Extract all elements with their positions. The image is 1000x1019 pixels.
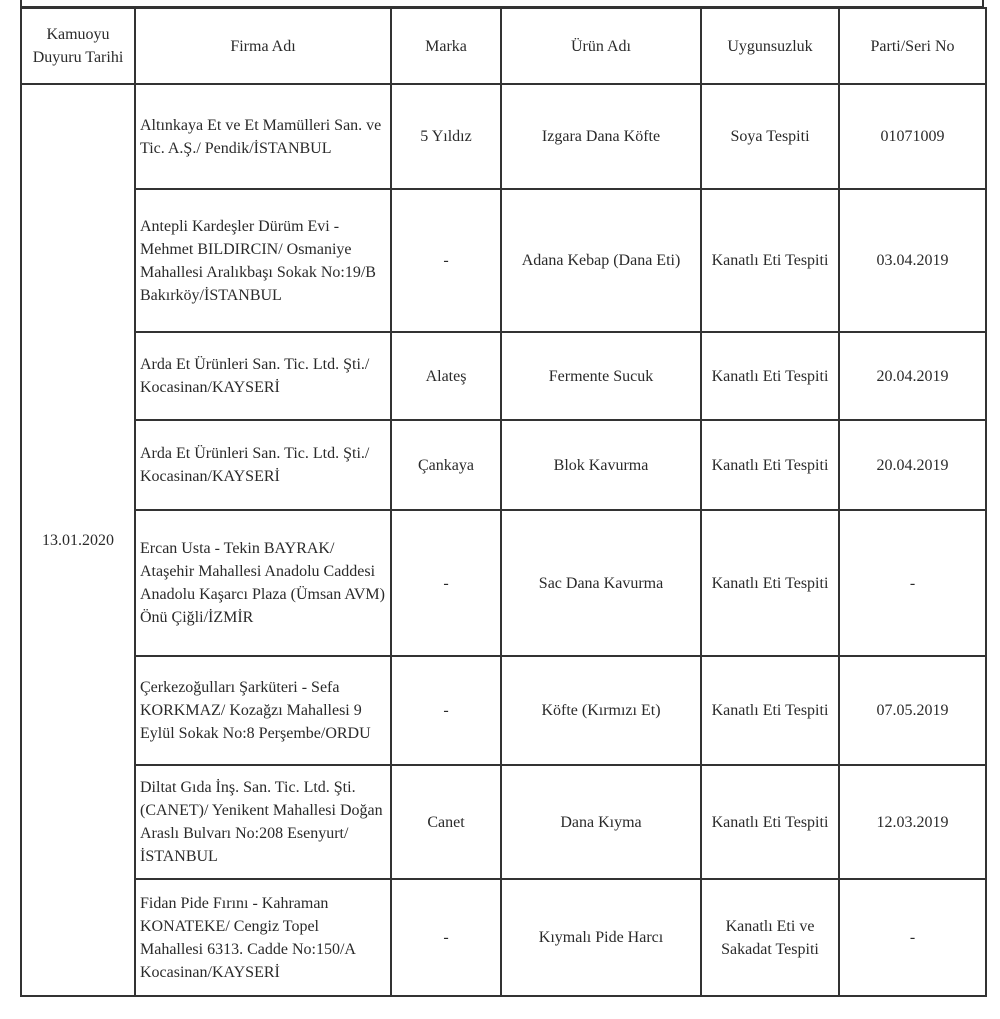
product-name: Adana Kebap (Dana Eti) xyxy=(501,189,701,332)
batch-number: 12.03.2019 xyxy=(839,765,986,879)
batch-number: 20.04.2019 xyxy=(839,420,986,510)
firm-name: Çerkezoğulları Şarküteri - Sefa KORKMAZ/ Kozağzı Mahallesi 9 Eylül Sokak No:8 Perşembe/ORDU xyxy=(135,656,391,765)
table-row xyxy=(21,420,986,510)
nonconformity: Kanatlı Eti ve Sakadat Tespiti xyxy=(701,879,839,996)
header-nonconformity: Uygunsuzluk xyxy=(701,8,839,84)
batch-number: 01071009 xyxy=(839,84,986,189)
table-row xyxy=(21,510,986,656)
brand: 5 Yıldız xyxy=(391,84,501,189)
brand: - xyxy=(391,879,501,996)
brand: Canet xyxy=(391,765,501,879)
product-name: Izgara Dana Köfte xyxy=(501,84,701,189)
table-row xyxy=(21,84,986,189)
brand: - xyxy=(391,656,501,765)
product-name: Fermente Sucuk xyxy=(501,332,701,420)
nonconformity: Kanatlı Eti Tespiti xyxy=(701,656,839,765)
firm-name: Altınkaya Et ve Et Mamülleri San. ve Tic. A.Ş./ Pendik/İSTANBUL xyxy=(135,84,391,189)
product-name: Blok Kavurma xyxy=(501,420,701,510)
batch-number: - xyxy=(839,879,986,996)
nonconformity: Kanatlı Eti Tespiti xyxy=(701,765,839,879)
nonconformity: Kanatlı Eti Tespiti xyxy=(701,189,839,332)
batch-number: 20.04.2019 xyxy=(839,332,986,420)
nonconformity: Kanatlı Eti Tespiti xyxy=(701,420,839,510)
brand: Çankaya xyxy=(391,420,501,510)
firm-name: Arda Et Ürünleri San. Tic. Ltd. Şti./ Kocasinan/KAYSERİ xyxy=(135,420,391,510)
product-name: Sac Dana Kavurma xyxy=(501,510,701,656)
header-row xyxy=(21,8,986,84)
header-date: Kamuoyu Duyuru Tarihi xyxy=(21,8,135,84)
product-name: Köfte (Kırmızı Et) xyxy=(501,656,701,765)
table-row xyxy=(21,879,986,996)
table-row xyxy=(21,656,986,765)
recall-table xyxy=(20,7,987,997)
batch-number: 07.05.2019 xyxy=(839,656,986,765)
nonconformity: Soya Tespiti xyxy=(701,84,839,189)
brand: - xyxy=(391,189,501,332)
header-firm: Firma Adı xyxy=(135,8,391,84)
firm-name: Fidan Pide Fırını - Kahraman KONATEKE/ Cengiz Topel Mahallesi 6313. Cadde No:150/A Kocasinan/KAYSERİ xyxy=(135,879,391,996)
product-name: Kıymalı Pide Harcı xyxy=(501,879,701,996)
announcement-date: 13.01.2020 xyxy=(21,84,135,996)
firm-name: Antepli Kardeşler Dürüm Evi - Mehmet BILDIRCIN/ Osmaniye Mahallesi Aralıkbaşı Sokak No:19/B Bakırköy/İSTANBUL xyxy=(135,189,391,332)
batch-number: 03.04.2019 xyxy=(839,189,986,332)
header-batch: Parti/Seri No xyxy=(839,8,986,84)
header-product: Ürün Adı xyxy=(501,8,701,84)
brand: - xyxy=(391,510,501,656)
nonconformity: Kanatlı Eti Tespiti xyxy=(701,510,839,656)
batch-number: - xyxy=(839,510,986,656)
firm-name: Arda Et Ürünleri San. Tic. Ltd. Şti./ Kocasinan/KAYSERİ xyxy=(135,332,391,420)
firm-name: Ercan Usta - Tekin BAYRAK/ Ataşehir Mahallesi Anadolu Caddesi Anadolu Kaşarcı Plaza (Ümsan AVM) Önü Çiğli/İZMİR xyxy=(135,510,391,656)
nonconformity: Kanatlı Eti Tespiti xyxy=(701,332,839,420)
firm-name: Diltat Gıda İnş. San. Tic. Ltd. Şti. (CANET)/ Yenikent Mahallesi Doğan Araslı Bulvarı No:208 Esenyurt/ İSTANBUL xyxy=(135,765,391,879)
table-row xyxy=(21,332,986,420)
brand: Alateş xyxy=(391,332,501,420)
product-name: Dana Kıyma xyxy=(501,765,701,879)
table-row xyxy=(21,765,986,879)
table-row xyxy=(21,189,986,332)
header-brand: Marka xyxy=(391,8,501,84)
